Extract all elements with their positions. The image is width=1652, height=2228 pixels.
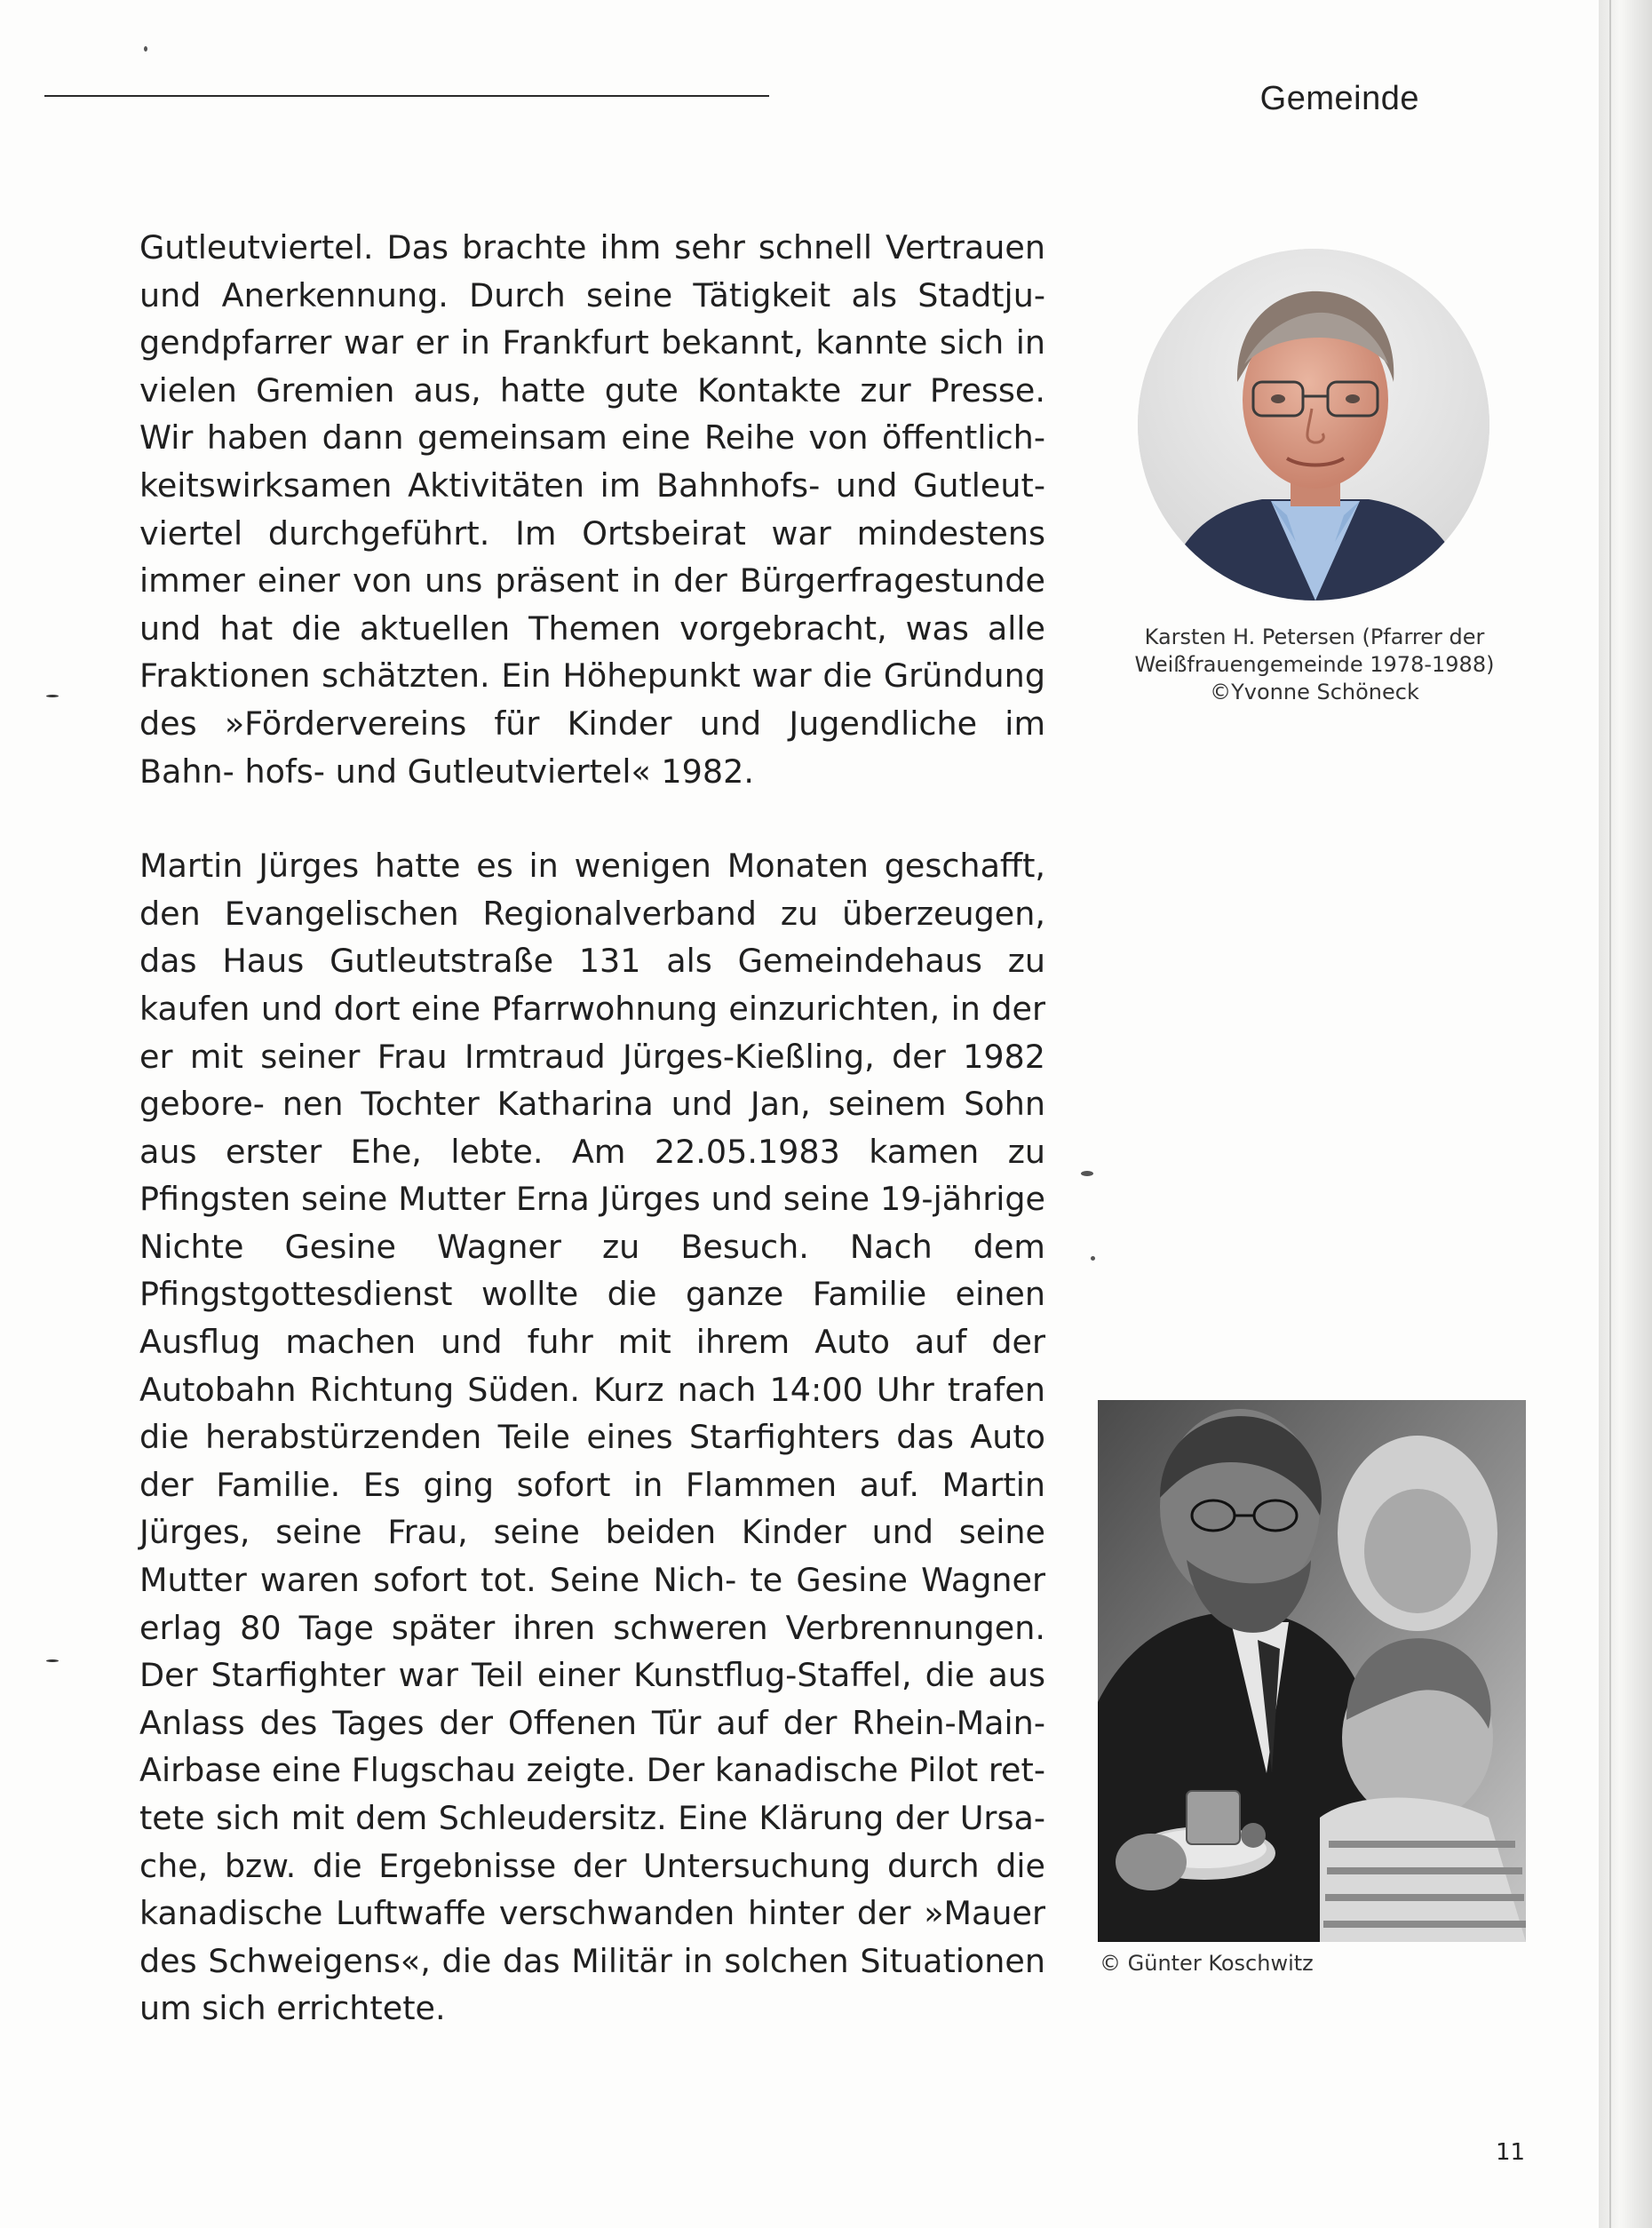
text-line: und hat die aktuellen Themen vorgebracht, was alle [139,609,1045,648]
text-line: vielen Gremien aus, hatte gute Kontakte zur Presse. [139,370,1045,410]
text-line: den Evangelischen Regionalverband zu überzeugen, das [139,894,1045,981]
text-line: Verbrennungen. [785,1608,1045,1647]
article-body [139,224,1045,2033]
header-rule [44,95,769,97]
text-line: immer einer von uns präsent in der Bürgerfragestunde [139,561,1045,601]
caption-line: Weißfrauengemeinde 1978-1988) [1134,652,1495,677]
scan-speck [144,46,147,52]
text-line: seiner Frau Irmtraud Jürges-Kießling, der 1982 gebore- [139,1037,1045,1124]
text-line: in Flammen auf. Martin Jürges, seine Frau, seine beiden [139,1465,1046,1552]
text-line: viertel durchgeführt. Im Ortsbeirat war mindestens [139,513,1045,553]
text-line: um sich errichtete. [139,1989,446,2028]
photo-caption: © Günter Koschwitz [1100,1951,1314,1976]
text-line: Besuch. Nach dem Pfingstgottesdienst wollte die ganze [139,1227,1045,1314]
text-line: che, bzw. die Ergebnisse der Untersuchung durch die [139,1846,1045,1885]
text-line: kanadische Luftwaffe verschwanden hinter der »Mauer [139,1894,1045,1933]
text-line: auf der Autobahn Richtung Süden. [139,1323,1045,1409]
scan-speck [46,695,59,697]
scan-speck [46,1659,59,1662]
caption-line: Karsten H. Petersen (Pfarrer der [1144,625,1485,649]
text-line: Ehe, lebte. [350,1132,544,1171]
text-line: Haus Gutleutstraße 131 als Gemeindehaus zu kaufen [139,942,1045,1028]
text-line: nen Tochter Katharina und Jan, seinem Sohn aus erster [139,1085,1045,1171]
portrait-caption [1128,624,1501,706]
text-line: Martin Jürges hatte es in wenigen Monaten geschafft, [139,847,1045,886]
text-line: Airbase eine Flugschau zeigte. Der kanadische Pilot ret- [139,1751,1045,1790]
caption-line: ©Yvonne Schöneck [1210,680,1419,704]
text-line: hofs- und Gutleutviertel« 1982. [244,752,754,791]
text-line: te Gesine Wagner erlag 80 Tage später ihren schweren [139,1561,1045,1647]
text-line: des Schweigens«, die das Militär in solchen Situationen [139,1941,1045,1980]
page-edge [1599,0,1652,2228]
text-line: tete sich mit dem Schleudersitz. Eine Klärung der Ursa- [139,1799,1045,1837]
text-line: Familie einen Ausflug machen und fuhr mit ihrem Auto [139,1275,1045,1362]
portrait-illustration [1138,249,1489,601]
page-number: 11 [1496,2139,1526,2166]
text-line: und Anerkennung. Durch seine Tätigkeit als Stadtju- [139,275,1045,314]
text-line: Kinder und seine Mutter waren sofort tot. Seine Nich- [139,1513,1046,1600]
text-line: Wir haben dann gemeinsam eine Reihe von öffentlich- [139,418,1045,458]
portrait-photo [1138,249,1489,601]
text-line: Fraktionen schätzten. Ein Höhepunkt war die Gründung [139,656,1045,696]
text-line: Der Starfighter war Teil einer Kunstflug-Staffel, die aus [139,1656,1045,1695]
text-line: Jürges und seine 19-jährige Nichte Gesine Wagner zu [139,1180,1045,1266]
text-line: Gutleutviertel. Das brachte ihm sehr schnell Vertrauen [139,228,1045,267]
scan-speck [1081,1171,1093,1176]
text-line: und dort eine Pfarrwohnung einzurichten, in der er mit [139,989,1045,1076]
text-line: Anlass des Tages der Offenen Tür auf der Rhein-Main- [139,1703,1045,1742]
historical-photo-illustration [1098,1400,1526,1942]
text-line: Kurz nach 14:00 Uhr trafen die herabstürzenden Teile [139,1370,1045,1457]
section-label: Gemeinde [1259,80,1419,117]
scan-speck [1091,1256,1095,1261]
text-line: keitswirksamen Aktivitäten im Bahnhofs- und Gutleut- [139,465,1045,505]
text-line: des »Fördervereins für Kinder und Jugendliche im Bahn- [139,704,1045,791]
text-line: gendpfarrer war er in Frankfurt bekannt, kannte sich in [139,323,1045,362]
text-line: eines Starfighters das Auto der Familie. Es ging sofort [139,1418,1045,1504]
paragraph-1 [139,224,1045,795]
paragraph-2 [139,842,1045,2033]
historical-photo [1098,1400,1526,1942]
text-line: Am 22.05.1983 kamen zu Pfingsten seine Mutter Erna [139,1132,1045,1219]
